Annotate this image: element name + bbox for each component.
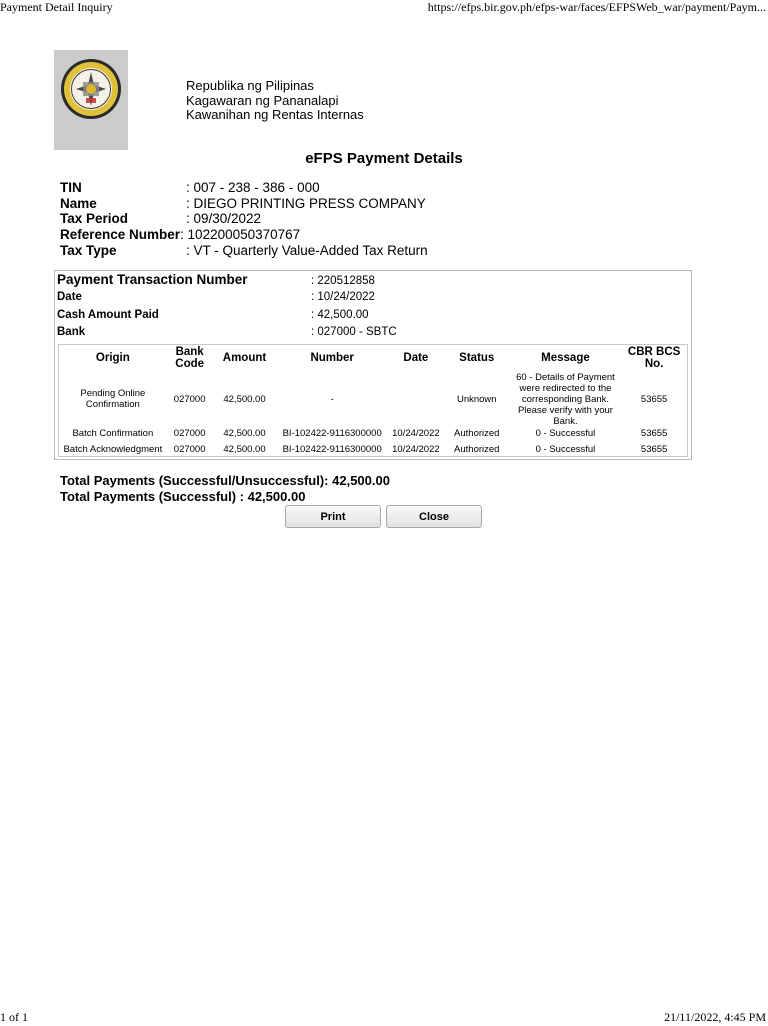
print-footer-page: 1 of 1 <box>0 1010 28 1024</box>
bank-row <box>57 326 397 338</box>
col-number: Number <box>310 352 354 364</box>
close-button[interactable]: Close <box>386 505 482 528</box>
tax-type-row <box>60 243 428 259</box>
payment-history-table <box>58 344 688 457</box>
tax-period-label: Tax Period <box>60 211 129 227</box>
print-header <box>0 0 768 16</box>
cell-bank-code: 027000 <box>173 427 206 439</box>
agency-name <box>186 79 364 123</box>
table-header-row <box>59 345 687 371</box>
reference-label: Reference Number <box>60 227 181 243</box>
tin-label: TIN <box>60 180 82 195</box>
ptn-value: : 220512858 <box>311 275 375 287</box>
cell-amount: 42,500.00 <box>223 393 266 405</box>
reference-row <box>60 227 428 243</box>
total-successful: Total Payments (Successful) : 42,500.00 <box>60 488 306 504</box>
col-origin: Origin <box>95 352 130 364</box>
tax-type-value: : VT - Quarterly Value-Added Tax Return <box>186 242 428 258</box>
cell-cbr: 53655 <box>640 443 668 455</box>
name-label: Name <box>60 195 97 211</box>
page-title: eFPS Payment Details <box>305 150 463 167</box>
agency-line-2: Kagawaran ng Pananalapi <box>186 92 339 108</box>
col-amount: Amount <box>222 352 267 364</box>
cell-date <box>388 371 444 427</box>
total-all: Total Payments (Successful/Unsuccessful): 42,500.00 <box>60 473 390 488</box>
col-date: Date <box>403 352 429 364</box>
tax-period-row <box>60 211 428 227</box>
cell-date: 10/24/2022 <box>392 443 440 455</box>
cell-origin: Batch Confirmation <box>72 427 154 439</box>
tax-type-label: Tax Type <box>60 242 117 258</box>
bank-label: Bank <box>57 326 86 338</box>
seal-box <box>54 50 128 150</box>
cell-number: BI-102422-9116300000 <box>282 443 382 455</box>
cell-amount: 42,500.00 <box>223 427 266 439</box>
table-row <box>59 427 687 439</box>
name-value: : DIEGO PRINTING PRESS COMPANY <box>186 195 426 211</box>
agency-line-1: Republika ng Pilipinas <box>186 78 314 93</box>
cell-origin: Pending Online Confirmation <box>80 388 146 410</box>
col-cbr: CBR BCS No. <box>627 346 681 370</box>
cell-cbr: 53655 <box>640 427 668 439</box>
cell-message: 60 - Details of Payment were redirected to the corresponding Bank. Please verify with your Bank. <box>516 371 615 427</box>
ptn-label: Payment Transaction Number <box>57 272 248 287</box>
bank-value: : 027000 - SBTC <box>311 326 397 338</box>
col-bank-code: Bank Code <box>175 346 205 370</box>
date-value: : 10/24/2022 <box>311 291 375 303</box>
agency-line-3: Kawanihan ng Rentas Internas <box>186 107 364 122</box>
name-row <box>60 196 428 212</box>
cell-bank-code: 027000 <box>173 393 206 405</box>
reference-value: : 102200050370767 <box>180 227 301 243</box>
totals <box>60 473 390 504</box>
cell-amount: 42,500.00 <box>223 443 266 455</box>
print-header-title: Payment Detail Inquiry <box>0 0 113 14</box>
print-button[interactable]: Print <box>285 505 381 528</box>
cell-bank-code: 027000 <box>173 443 206 455</box>
date-row <box>57 291 375 303</box>
date-label: Date <box>57 291 82 303</box>
transaction-panel <box>54 270 692 460</box>
cell-status: Unknown <box>456 393 497 405</box>
table-row <box>59 371 687 427</box>
bir-seal-icon <box>60 58 122 120</box>
cell-date: 10/24/2022 <box>392 427 440 439</box>
tin-row <box>60 180 428 196</box>
col-message: Message <box>541 352 590 364</box>
tin-value: : 007 - 238 - 386 - 000 <box>186 180 320 195</box>
taxpayer-info <box>60 180 428 259</box>
cash-row <box>57 309 369 321</box>
cell-cbr: 53655 <box>640 393 668 405</box>
cell-message: 0 - Successful <box>535 443 596 455</box>
payment-table <box>59 345 687 459</box>
cell-number: - <box>330 393 334 405</box>
cash-value: : 42,500.00 <box>311 309 369 321</box>
ptn-row <box>57 272 375 287</box>
cash-label: Cash Amount Paid <box>57 309 159 321</box>
cell-origin: Batch Acknowledgment <box>63 443 163 455</box>
col-status: Status <box>459 352 495 364</box>
tax-period-value: : 09/30/2022 <box>186 211 262 227</box>
print-footer-datetime: 21/11/2022, 4:45 PM <box>664 1010 766 1024</box>
cell-status: Authorized <box>454 427 500 439</box>
print-header-url: https://efps.bir.gov.ph/efps-war/faces/EFPSWeb_war/payment/Paym... <box>427 0 766 14</box>
cell-number: BI-102422-9116300000 <box>282 427 382 439</box>
table-row <box>59 439 687 459</box>
cell-status: Authorized <box>454 443 500 455</box>
cell-message: 0 - Successful <box>535 427 596 439</box>
